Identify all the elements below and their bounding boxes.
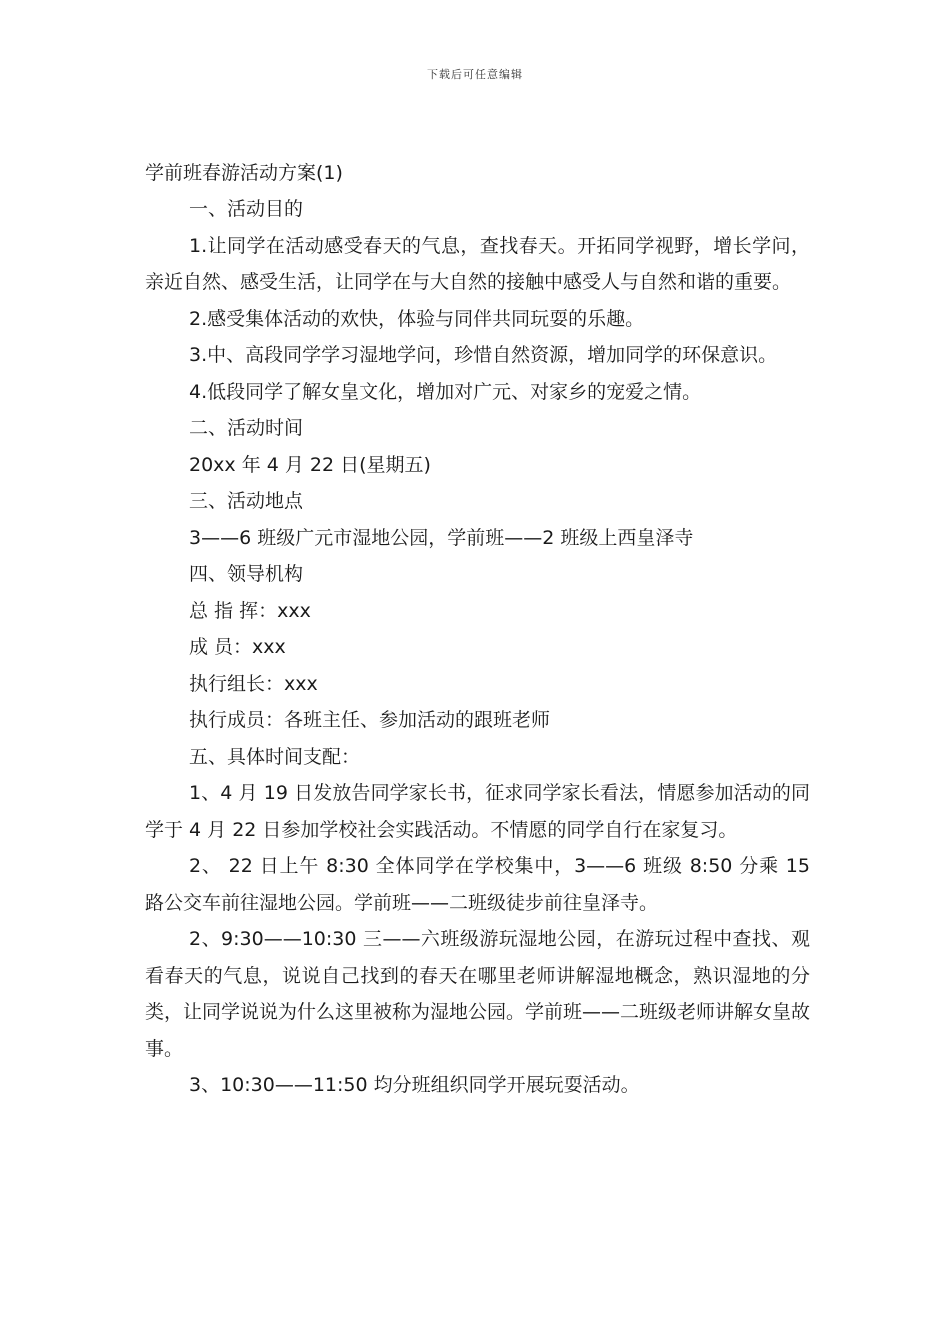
activity-date: 20xx 年 4 月 22 日(星期五) <box>189 453 431 476</box>
leader-chief: 总 指 挥：xxx <box>189 599 311 622</box>
purpose-item-2: 2.感受集体活动的欢快，体验与同伴共同玩耍的乐趣。 <box>189 307 645 330</box>
schedule-item-3: 2、9:30——10:30 三——六班级游玩湿地公园，在游玩过程中查找、观看春天的气息，说说自己找到的春天在哪里老师讲解湿地概念，熟识湿地的分类，让同学说说为什么这里被称为湿地公园。学前班——二班级老师讲解女皇故事。 <box>145 928 811 1060</box>
purpose-item-4: 4.低段同学了解女皇文化，增加对广元、对家乡的宠爱之情。 <box>189 380 702 403</box>
schedule-item-4: 3、10:30——11:50 均分班组织同学开展玩耍活动。 <box>189 1074 640 1096</box>
leader-members: 成 员：xxx <box>189 636 286 658</box>
document-title: 学前班春游活动方案(1) <box>145 162 343 184</box>
section-heading-leadership: 四、领导机构 <box>189 563 304 585</box>
schedule-item-1: 1、4 月 19 日发放告同学家长书，征求同学家长看法，情愿参加活动的同学于 4 月 22 日参加学校社会实践活动。不情愿的同学自行在家复习。 <box>145 782 810 841</box>
activity-location: 3——6 班级广元市湿地公园，学前班——2 班级上西皇泽寺 <box>189 526 694 549</box>
header-note: 下载后可任意编辑 <box>427 68 523 81</box>
leader-exec-members: 执行成员：各班主任、参加活动的跟班老师 <box>189 709 551 731</box>
purpose-item-3: 3.中、高段同学学习湿地学问，珍惜自然资源，增加同学的环保意识。 <box>189 344 778 366</box>
schedule-item-2: 2、 22 日上午 8:30 全体同学在学校集中，3——6 班级 8:50 分乘 15 路公交车前往湿地公园。学前班——二班级徒步前往皇泽寺。 <box>145 855 810 914</box>
document-body <box>145 155 810 1104</box>
section-heading-time: 二、活动时间 <box>189 417 304 439</box>
section-heading-purpose: 一、活动目的 <box>189 198 304 220</box>
section-heading-location: 三、活动地点 <box>189 490 304 512</box>
section-heading-schedule: 五、具体时间支配： <box>189 745 361 768</box>
purpose-item-1: 1.让同学在活动感受春天的气息，查找春天。开拓同学视野，增长学问，亲近自然、感受生活，让同学在与大自然的接触中感受人与自然和谐的重要。 <box>145 234 810 293</box>
leader-exec-head: 执行组长：xxx <box>189 672 318 695</box>
